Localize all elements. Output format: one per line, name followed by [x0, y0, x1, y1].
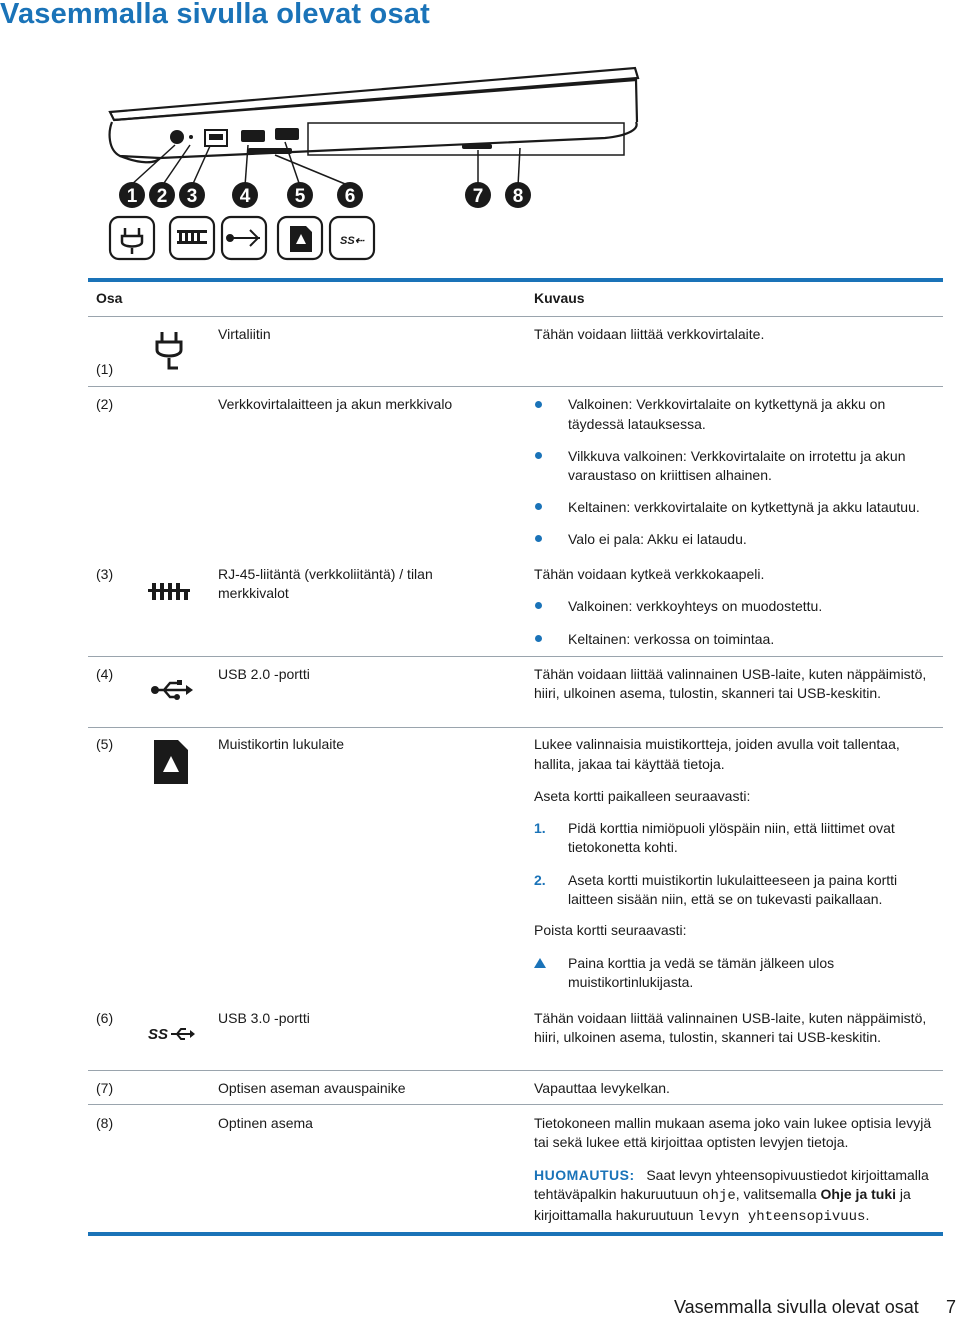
row-2-bullet-1-line-1: Valkoinen: Verkkovirtalaite on kytkettynä ja akku on	[568, 396, 886, 412]
row-3-number: (3)	[96, 566, 114, 582]
row-4-desc-line-2: hiiri, ulkoinen asema, tulostin, skanneri tai USB-keskitin.	[534, 685, 882, 701]
triangle-bullet-icon	[534, 958, 546, 968]
row-2-bullet-3: Keltainen: verkkovirtalaite on kytkettynä ja akku latautuu.	[568, 499, 920, 515]
bullet-dot	[535, 452, 542, 459]
row-7-name: Optisen aseman avauspainike	[218, 1080, 406, 1096]
note-code-search: levyn yhteensopivuus	[697, 1209, 866, 1225]
row-3-bullet-2: Keltainen: verkossa on toimintaa.	[568, 631, 775, 647]
bullet-dot	[535, 535, 542, 542]
row-2-bullet-2-line-2: varaustaso on kriittisen alhainen.	[568, 467, 772, 483]
remove-card-title: Poista kortti seuraavasti:	[534, 922, 687, 938]
row-1-number: (1)	[96, 361, 114, 377]
bullet-dot	[535, 503, 542, 510]
table-bottom-rule	[88, 1232, 943, 1236]
network-jack-icon	[148, 580, 190, 604]
callout-1: 1	[126, 186, 138, 207]
note-line-2: tehtäväpalkin hakuruutuun ohje, valitsemalla Ohje ja tuki ja	[534, 1186, 911, 1204]
callout-7: 7	[472, 186, 484, 207]
memory-card-icon	[154, 740, 188, 784]
remove-line-1: Paina korttia ja vedä se tämän jälkeen ulos	[568, 955, 835, 971]
note-line-1	[534, 1165, 929, 1185]
row-6-desc-line-1: Tähän voidaan liittää valinnainen USB-laite, kuten näppäimistö,	[534, 1010, 927, 1026]
row-rule	[88, 656, 943, 657]
page-number: 7	[946, 1297, 957, 1317]
row-5-name: Muistikortin lukulaite	[218, 736, 345, 752]
callout-6: 6	[344, 186, 356, 207]
row-7-desc: Vapauttaa levykelkan.	[534, 1080, 670, 1096]
row-rule	[88, 1104, 943, 1105]
row-6-desc-line-2: hiiri, ulkoinen asema, tulostin, skanneri tai USB-keskitin.	[534, 1029, 882, 1045]
row-5-number: (5)	[96, 736, 114, 752]
svg-text:SS⇠: SS⇠	[340, 235, 364, 247]
note-bold-ohje-ja-tuki: Ohje ja tuki	[820, 1186, 897, 1202]
step-number: 1.	[534, 820, 546, 836]
svg-text:SS: SS	[148, 1026, 169, 1043]
callout-5: 5	[294, 186, 306, 207]
table-top-rule	[88, 278, 943, 282]
bullet-dot	[535, 401, 542, 408]
row-2-name: Verkkovirtalaitteen ja akun merkkivalo	[218, 396, 453, 412]
row-3-name-line-2: merkkivalot	[218, 585, 289, 601]
row-3-name-line-1: RJ-45-liitäntä (verkkoliitäntä) / tilan	[218, 566, 433, 582]
step-1-line-1: Pidä korttia nimiöpuoli ylöspäin niin, että liittimet ovat	[568, 820, 895, 836]
note-label: HUOMAUTUS:	[534, 1167, 635, 1183]
row-7-number: (7)	[96, 1080, 114, 1096]
usb-icon	[150, 678, 194, 702]
row-8-desc-line-2: tai sekä lukee että kirjoittaa optisten levyjen tietoja.	[534, 1134, 849, 1150]
header-part: Osa	[96, 290, 123, 306]
callout-2: 2	[156, 186, 168, 207]
row-1-name: Virtaliitin	[218, 326, 271, 342]
page-title: Vasemmalla sivulla olevat osat	[0, 0, 430, 30]
row-1-desc: Tähän voidaan liittää verkkovirtalaite.	[534, 326, 765, 342]
step-2-line-1: Aseta kortti muistikortin lukulaitteeseen ja paina kortti	[568, 872, 898, 888]
row-8-name: Optinen asema	[218, 1115, 313, 1131]
laptop-left-side-illustration	[100, 60, 660, 270]
row-5-desc-line-1: Lukee valinnaisia muistikortteja, joiden avulla voit tallentaa,	[534, 736, 900, 752]
remove-line-2: muistikortinlukijasta.	[568, 974, 694, 990]
bullet-dot	[535, 635, 542, 642]
row-rule	[88, 1070, 943, 1071]
row-6-name: USB 3.0 -portti	[218, 1010, 310, 1026]
step-1-line-2: tietokonetta kohti.	[568, 839, 678, 855]
note-line-3: kirjoittamalla hakuruutuun levyn yhteensopivuus.	[534, 1207, 870, 1225]
row-2-number: (2)	[96, 396, 114, 412]
row-4-name: USB 2.0 -portti	[218, 666, 310, 682]
callout-4: 4	[239, 186, 251, 207]
row-2-bullet-1-line-2: täydessä latauksessa.	[568, 416, 706, 432]
note-code-ohje: ohje	[702, 1188, 736, 1204]
usb-superspeed-icon	[148, 1024, 196, 1044]
note-text: Saat levyn yhteensopivuustiedot kirjoittamalla	[646, 1167, 929, 1183]
footer-title: Vasemmalla sivulla olevat osat	[674, 1297, 919, 1317]
power-plug-icon	[152, 330, 186, 372]
callout-3: 3	[186, 186, 198, 207]
row-2-bullet-4: Valo ei pala: Akku ei lataudu.	[568, 531, 747, 547]
row-2-bullet-2-line-1: Vilkkuva valkoinen: Verkkovirtalaite on irrotettu ja akun	[568, 448, 906, 464]
row-3-bullet-1: Valkoinen: verkkoyhteys on muodostettu.	[568, 598, 823, 614]
row-8-number: (8)	[96, 1115, 114, 1131]
row-5-desc-line-2: hallita, jakaa tai käyttää tietoja.	[534, 756, 725, 772]
row-4-number: (4)	[96, 666, 114, 682]
row-6-number: (6)	[96, 1010, 114, 1026]
row-rule	[88, 727, 943, 728]
header-rule	[88, 316, 943, 317]
bullet-dot	[535, 602, 542, 609]
step-2-line-2: laitteen sisään niin, että se on tukevasti paikallaan.	[568, 891, 883, 907]
row-4-desc-line-1: Tähän voidaan liittää valinnainen USB-laite, kuten näppäimistö,	[534, 666, 927, 682]
step-number: 2.	[534, 872, 546, 888]
row-3-desc: Tähän voidaan kytkeä verkkokaapeli.	[534, 566, 765, 582]
row-8-desc-line-1: Tietokoneen mallin mukaan asema joko vain lukee optisia levyjä	[534, 1115, 932, 1131]
row-rule	[88, 386, 943, 387]
header-description: Kuvaus	[534, 290, 585, 306]
insert-card-title: Aseta kortti paikalleen seuraavasti:	[534, 788, 751, 804]
callout-8: 8	[512, 186, 524, 207]
